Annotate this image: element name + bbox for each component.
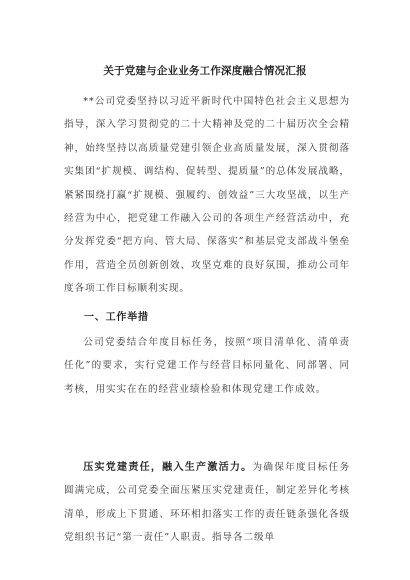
responsibility-paragraph bbox=[64, 456, 350, 550]
section-heading-work-measures: 一、工作举措 bbox=[84, 312, 149, 323]
work-measures-paragraph: 公司党委结合年度目标任务，按照“项目清单化、清单责任化”的要求，实行党建工作与经营目标同量化、同部署、同考核，用实实在在的经营业绩检验和体现党建工作成效。 bbox=[64, 337, 350, 395]
document-title: 关于党建与企业业务工作深度融合情况汇报 bbox=[103, 65, 307, 77]
responsibility-lead-sentence: 压实党建责任，融入生产激活力。 bbox=[83, 462, 253, 473]
responsibility-body-text: 为确保年度目标任务圆满完成，公司党委全面压紧压实党建责任，制定差异化考核清单，形成上下贯通、环环相扣落实工作的责任链条强化各级党组织书记“第一责任”人职责。指导各二级单 bbox=[64, 462, 350, 544]
intro-paragraph: **公司党委坚持以习近平新时代中国特色社会主义思想为指导，深入学习贯彻党的二十大精神及党的二十届历次全会精神，始终坚持以高质量党建引领企业高质量发展，深入贯彻落实集团“扩规模、调结构、促转型、提质量”的总体发展战略，紧紧围绕打赢“扩规模、强履约、创效益”三大攻坚战，以生产经营为中心，把党建工作融入公司的各项生产经营活动中，充分发挥党委“把方向、管大局、保落实”和基层党支部战斗堡垒作用，营造全员创新创效、攻坚克难的良好氛围，推动公司年度各项工作目标顺利实现。 bbox=[64, 96, 350, 295]
